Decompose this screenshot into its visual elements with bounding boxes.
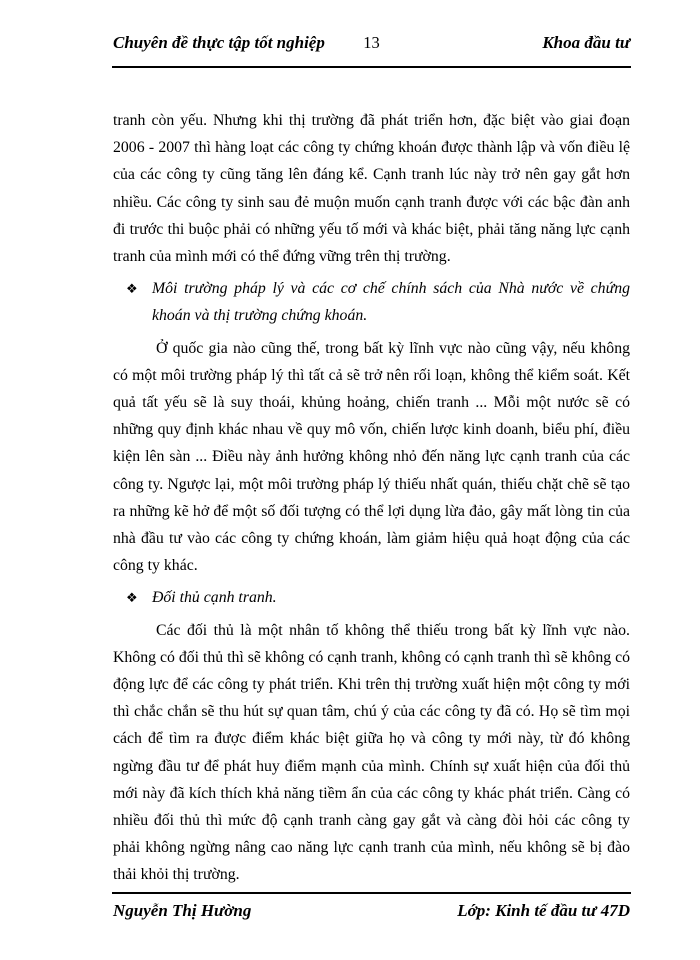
document-body [113, 107, 630, 889]
paragraph-legal-environment: Ở quốc gia nào cũng thế, trong bất kỳ lĩnh vực nào cũng vậy, nếu không có một môi trường pháp lý thì tất cả sẽ trở nên rối loạn, không thể kiểm soát. Kết quả tất yếu sẽ là suy thoái, khủng hoảng, chiến tranh ... Mỗi một nước sẽ có những quy định khác nhau về quy mô vốn, chiến lược kinh doanh, biểu phí, điều kiện lên sàn ... Điều này ảnh hưởng không nhỏ đến năng lực cạnh tranh của các công ty. Ngược lại, một môi trường pháp lý thiếu nhất quán, thiếu chặt chẽ sẽ tạo ra những kẽ hở để một số đối tượng có thể lợi dụng lừa đảo, gây mất lòng tin của nhà đầu tư vào các công ty chứng khoán, làm giảm hiệu quả hoạt động của các công ty khác. [113, 339, 630, 575]
diamond-bullet-icon: ❖ [126, 282, 138, 298]
bullet-item-text: Đối thủ cạnh tranh. [152, 589, 277, 607]
paragraph-competitors: Các đối thủ là một nhân tố không thể thiếu trong bất kỳ lĩnh vực nào. Không có đối thủ thì sẽ không có cạnh tranh, không có cạnh tranh thì sẽ không có động lực để các công ty phát triển. Khi trên thị trường xuất hiện một công ty mới thì chắc chắn sẽ thu hút sự quan tâm, chú ý của các công ty đã có. Họ sẽ tìm mọi cách để tìm ra được điểm khác biệt giữa họ và công ty mới này, từ đó không ngừng đầu tư để phát huy điểm mạnh của mình. Chính sự xuất hiện của đối thủ mới này đã kích thích khả năng tiềm ẩn của các công ty khác phát triển. Càng có nhiều đối thủ thì mức độ cạnh tranh càng gay gắt và càng đòi hỏi các công ty phải không ngừng nâng cao năng lực cạnh tranh của mình, nếu không sẽ bị đào thải khỏi thị trường. [113, 621, 630, 884]
bullet-item-competitors [113, 584, 630, 611]
bullet-item-legal-environment [113, 275, 630, 329]
paragraph-continuation: tranh còn yếu. Nhưng khi thị trường đã phát triển hơn, đặc biệt vào giai đoạn 2006 - 2007 thì hàng loạt các công ty chứng khoán được thành lập và vốn điều lệ của các công ty cũng tăng lên đáng kể. Cạnh tranh lúc này trở nên gay gắt hơn nhiều. Các công ty sinh sau đẻ muộn muốn cạnh tranh được với các bậc đàn anh đi trước thi buộc phải có những yếu tố mới và khác biệt, phải tăng năng lực cạnh tranh của mình mới có thể đứng vững trên thị trường. [113, 112, 630, 266]
page-header [113, 33, 630, 53]
header-rule [112, 66, 631, 68]
page-footer [113, 901, 630, 921]
footer-class-name: Lớp: Kinh tế đầu tư 47D [457, 901, 630, 920]
footer-rule [112, 892, 631, 894]
diamond-bullet-icon: ❖ [126, 591, 138, 607]
header-running-title: Chuyên đề thực tập tốt nghiệp [113, 33, 325, 52]
footer-author-name: Nguyễn Thị Hường [113, 901, 252, 920]
header-page-number: 13 [363, 33, 380, 52]
header-faculty-name: Khoa đầu tư [542, 33, 630, 52]
bullet-item-text: Môi trường pháp lý và các cơ chế chính sách của Nhà nước về chứng khoán và thị trường chứng khoán. [152, 280, 630, 325]
